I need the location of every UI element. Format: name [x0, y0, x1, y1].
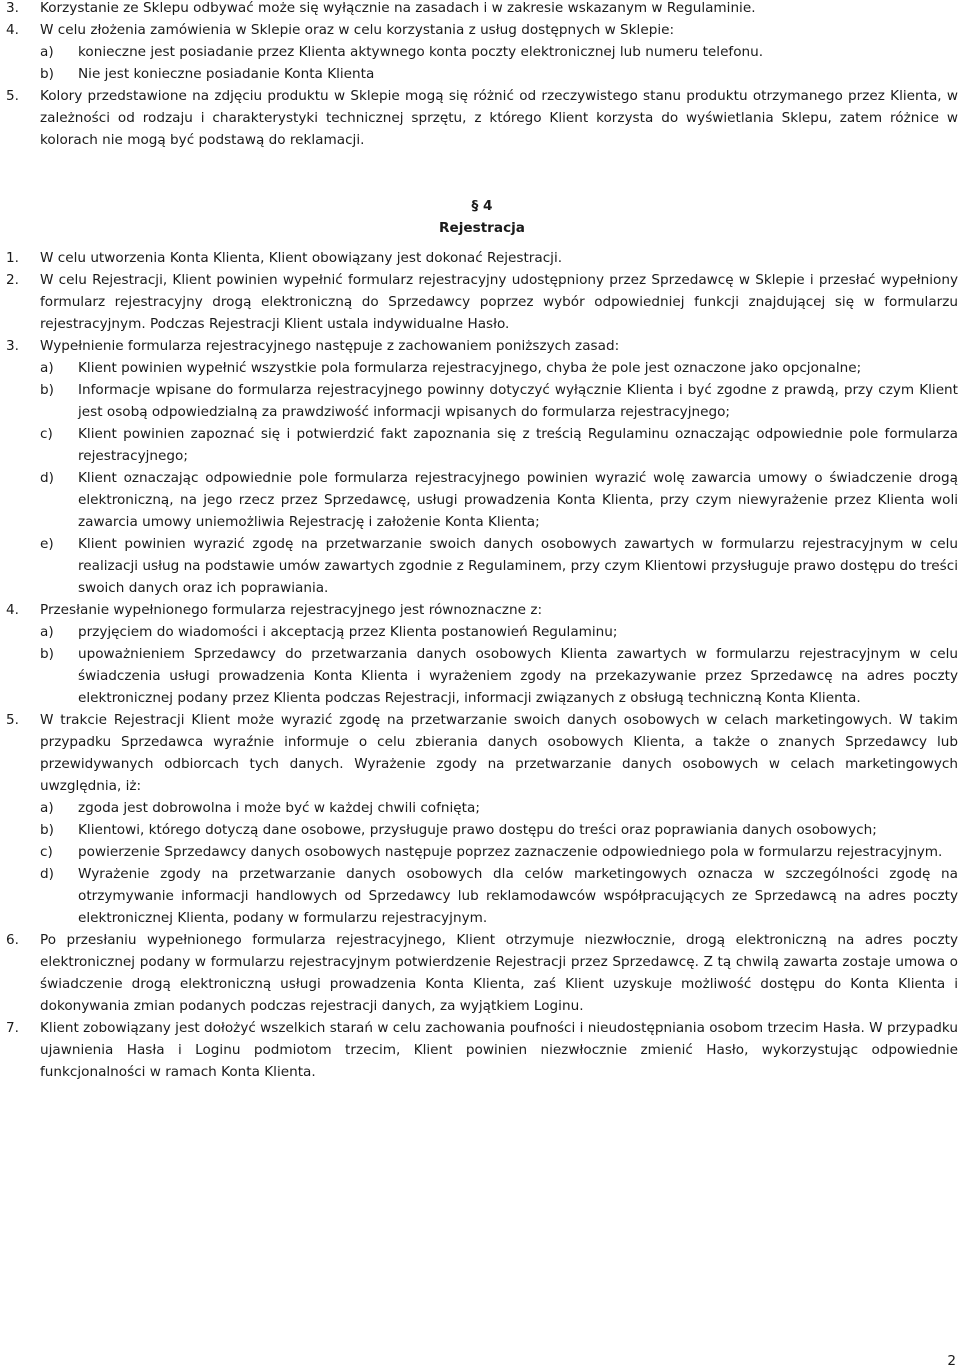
sub-item — [40, 357, 958, 379]
sub-item-text: Klient powinien wypełnić wszystkie pola formularza rejestracyjnego, chyba że pole jest oznaczone jako opcjonalne; — [78, 360, 862, 376]
item-text: W trakcie Rejestracji Klient może wyrazić zgodę na przetwarzanie swoich danych osobowych w celach marketingowych. W takim przypadku Sprzedawca wyraźnie informuje o celu zbierania danych osobowych Klienta, a także o znanych Sprzedawcy lub przewidywanych odbiorcach tych danych. Wyrażenie zgody na przetwarzanie danych osobowych w celach marketingowych uwzględnia, iż: — [40, 712, 958, 794]
sub-item — [40, 63, 958, 85]
item-text: Przesłanie wypełnionego formularza rejestracyjnego jest równoznaczne z: — [40, 602, 543, 618]
sub-item-letter: d) — [40, 866, 54, 882]
sub-item — [40, 423, 958, 467]
item-number: 1. — [6, 250, 19, 266]
item-text: W celu Rejestracji, Klient powinien wypełnić formularz rejestracyjny udostępniony przez Sprzedawcę w Sklepie i przesłać wypełniony formularz rejestracyjny drogą elektroniczną do Sprzedawcy poprzez wybór odpowiedniej funkcji znajdującej się w formularzu rejestracyjnym. Podczas Rejestracji Klient ustala indywidualne Hasło. — [40, 272, 958, 332]
sub-item-letter: b) — [40, 822, 54, 838]
sub-item-text: Klient powinien wyrazić zgodę na przetwarzanie swoich danych osobowych zawartych w formularzu rejestracyjnym w celu realizacji usług na podstawie umów zawartych zgodnie z Regulaminem, przy czym Klientowi przysługuje prawo dostępu do treści swoich danych oraz ich poprawiania. — [78, 536, 958, 596]
sub-item-text: Klient oznaczając odpowiednie pole formularza rejestracyjnego powinien wyrazić wolę zawarcia umowy o świadczenie drogą elektroniczną, na jego rzecz przez Sprzedawcę, usługi prowadzenia Konta Klienta, przy czym niewyrażenie przez Klienta woli zawarcia umowy uniemożliwia Rejestrację i założenie Konta Klienta; — [78, 470, 958, 530]
sub-item — [40, 797, 958, 819]
sub-item — [40, 467, 958, 533]
sub-item-letter: e) — [40, 536, 54, 552]
item-number: 6. — [6, 932, 19, 948]
page-number: 2 — [947, 1353, 956, 1369]
sub-item — [40, 621, 958, 643]
list-item — [6, 85, 958, 151]
section-symbol: § 4 — [471, 198, 493, 214]
sub-item-text: konieczne jest posiadanie przez Klienta aktywnego konta poczty elektronicznej lub numeru telefonu. — [78, 44, 764, 60]
sub-item-letter: c) — [40, 844, 53, 860]
list-item — [6, 269, 958, 335]
item-number: 3. — [6, 0, 19, 16]
list-item — [6, 335, 958, 357]
sub-item-text: zgoda jest dobrowolna i może być w każdej chwili cofnięta; — [78, 800, 480, 816]
item-number: 5. — [6, 88, 19, 104]
item-text: Wypełnienie formularza rejestracyjnego następuje z zachowaniem poniższych zasad: — [40, 338, 620, 354]
sub-item-text: upoważnieniem Sprzedawcy do przetwarzania danych osobowych Klienta zawartych w formularzu rejestracyjnym w celu świadczenia usługi prowadzenia Konta Klienta i wyrażeniem zgody na przekazywanie przez Sprzedawcę na adres poczty elektronicznej podany przez Klienta podczas Rejestracji, informacji związanych z obsługą techniczną Konta Klienta. — [78, 646, 958, 706]
sub-item-text: Klientowi, którego dotyczą dane osobowe, przysługuje prawo dostępu do treści oraz poprawiania danych osobowych; — [78, 822, 877, 838]
item-number: 3. — [6, 338, 19, 354]
list-item — [6, 247, 958, 269]
sub-item — [40, 863, 958, 929]
sub-item-letter: c) — [40, 426, 53, 442]
item-number: 7. — [6, 1020, 19, 1036]
sub-item-letter: a) — [40, 360, 54, 376]
sub-item — [40, 533, 958, 599]
sub-item-text: Nie jest konieczne posiadanie Konta Klienta — [78, 66, 375, 82]
sub-item — [40, 379, 958, 423]
list-item — [6, 599, 958, 621]
sub-item — [40, 841, 958, 863]
item-text: Korzystanie ze Sklepu odbywać może się wyłącznie na zasadach i w zakresie wskazanym w Regulaminie. — [40, 0, 756, 16]
sub-item-text: przyjęciem do wiadomości i akceptacją przez Klienta postanowień Regulaminu; — [78, 624, 618, 640]
sub-item-letter: d) — [40, 470, 54, 486]
sub-item-text: Wyrażenie zgody na przetwarzanie danych osobowych dla celów marketingowych oznacza w szczególności zgodę na otrzymywanie informacji handlowych od Sprzedawcy lub reklamodawców współpracujących ze Sprzedawcą na adres poczty elektronicznej Klienta, podany w formularzu rejestracyjnym. — [78, 866, 958, 926]
list-item — [6, 0, 958, 19]
sub-item-letter: a) — [40, 624, 54, 640]
sub-item — [40, 41, 958, 63]
sub-item-letter: b) — [40, 66, 54, 82]
list-item — [6, 709, 958, 797]
sub-item-text: powierzenie Sprzedawcy danych osobowych następuje poprzez zaznaczenie odpowiedniego pola w formularzu rejestracyjnym. — [78, 844, 943, 860]
item-number: 4. — [6, 22, 19, 38]
item-text: Po przesłaniu wypełnionego formularza rejestracyjnego, Klient otrzymuje niezwłocznie, drogą elektroniczną na adres poczty elektronicznej podany w formularzu rejestracyjnym potwierdzenie Rejestracji przez Sprzedawcę. Z tą chwilą zawarta zostaje umowa o świadczenie drogą elektroniczną usługi prowadzenia Konta Klienta, zaś Klient uzyskuje możliwość dostępu do Konta Klienta i dokonywania zmian podanych podczas rejestracji danych, za wyjątkiem Loginu. — [40, 932, 958, 1014]
item-text: Klient zobowiązany jest dołożyć wszelkich starań w celu zachowania poufności i nieudostępniania osobom trzecim Hasła. W przypadku ujawnienia Hasła i Loginu podmiotom trzecim, Klient powinien niezwłocznie zmienić Hasło, wykorzystując odpowiednie funkcjonalności w ramach Konta Klienta. — [40, 1020, 958, 1080]
item-text: Kolory przedstawione na zdjęciu produktu w Sklepie mogą się różnić od rzeczywistego stanu produktu otrzymanego przez Klienta, w zależności od rodzaju i charakterystyki technicznej sprzętu, z którego Klient korzysta do wyświetlania Sklepu, zatem różnice w kolorach nie mogą być podstawą do reklamacji. — [40, 88, 958, 148]
item-text: W celu utworzenia Konta Klienta, Klient obowiązany jest dokonać Rejestracji. — [40, 250, 563, 266]
section-title: Rejestracja — [439, 220, 525, 236]
sub-item-letter: b) — [40, 382, 54, 398]
item-text: W celu złożenia zamówienia w Sklepie oraz w celu korzystania z usług dostępnych w Sklepie: — [40, 22, 675, 38]
sub-item-letter: a) — [40, 44, 54, 60]
sub-item — [40, 819, 958, 841]
sub-item — [40, 643, 958, 709]
section-heading — [6, 195, 958, 239]
sub-item-letter: a) — [40, 800, 54, 816]
sub-item-text: Klient powinien zapoznać się i potwierdzić fakt zapoznania się z treścią Regulaminu oznaczając odpowiednie pole formularza rejestracyjnego; — [78, 426, 958, 464]
list-item — [6, 929, 958, 1017]
sub-item-text: Informacje wpisane do formularza rejestracyjnego powinny dotyczyć wyłącznie Klienta i być zgodne z prawdą, przy czym Klient jest osobą odpowiedzialną za prawdziwość informacji wpisanych do formularza rejestracyjnego; — [78, 382, 958, 420]
item-number: 4. — [6, 602, 19, 618]
document-content — [6, 0, 958, 1083]
list-item — [6, 19, 958, 41]
item-number: 5. — [6, 712, 19, 728]
item-number: 2. — [6, 272, 19, 288]
sub-item-letter: b) — [40, 646, 54, 662]
list-item — [6, 1017, 958, 1083]
